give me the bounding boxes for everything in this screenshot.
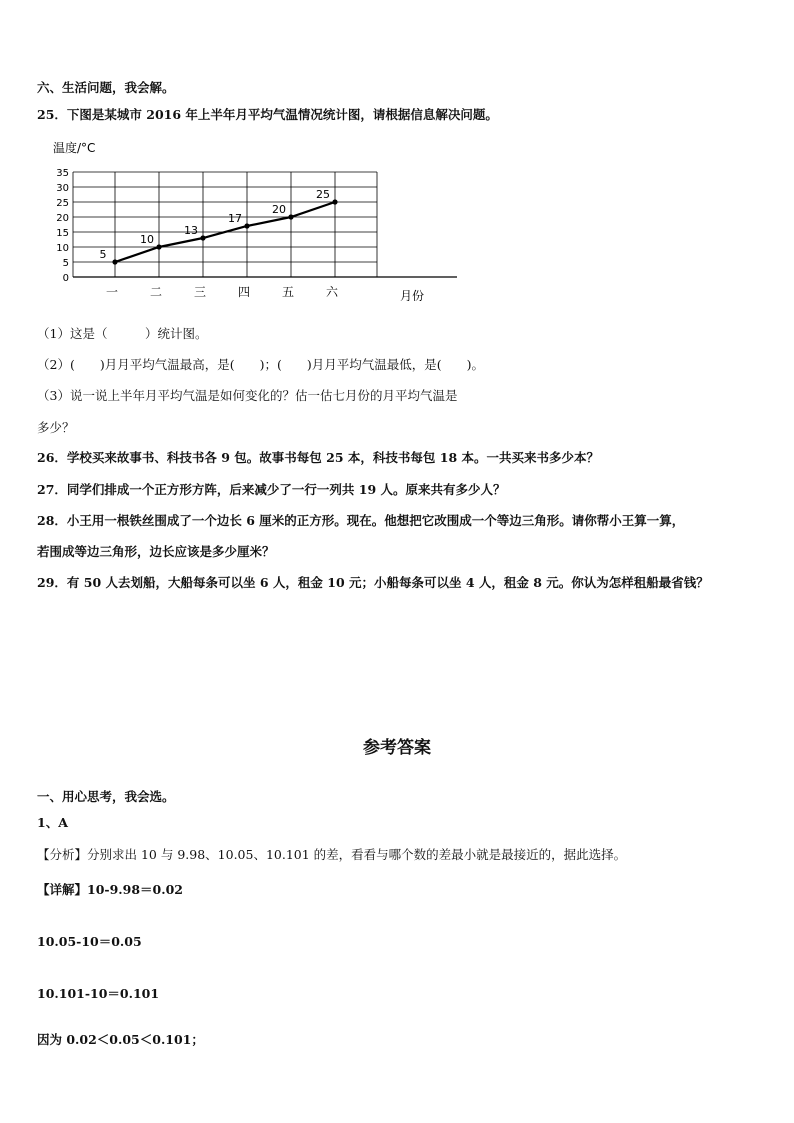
y-tick-label: 10 <box>56 243 69 254</box>
y-tick-label: 5 <box>62 258 69 269</box>
y-tick-label: 30 <box>56 183 69 194</box>
y-axis-label: 温度/°C <box>53 141 96 155</box>
y-tick-label: 35 <box>56 168 69 179</box>
question-29-text: 29．有 50 人去划船，大船每条可以坐 6 人，租金 10 元；小船每条可以坐 4 人，租金 8 元。你认为怎样租船最省钱？ <box>37 575 709 590</box>
data-point <box>112 259 117 264</box>
answers-title: 参考答案 <box>363 738 431 758</box>
x-tick-label: 一 <box>105 285 119 299</box>
question-27-text: 27．同学们排成一个正方形方阵，后来减少了一行一列共 19 人。原来共有多少人？ <box>37 482 506 497</box>
data-label: 13 <box>184 224 198 237</box>
x-tick-label: 三 <box>193 285 207 299</box>
y-axis-ticks <box>56 168 69 284</box>
y-tick-label: 25 <box>56 198 69 209</box>
data-label: 5 <box>99 248 107 261</box>
x-tick-label: 五 <box>281 285 295 299</box>
question-28-text-line2: 若围成等边三角形，边长应该是多少厘米？ <box>37 544 275 559</box>
answer-1: 1、A <box>37 815 68 830</box>
section1-heading: 一、用心思考，我会选。 <box>37 789 175 804</box>
question-25-sub2: （2）( )月月平均气温最高，是( )；( )月月平均气温最低，是( )。 <box>37 357 484 372</box>
answer-1-analysis: 【分析】分别求出 10 与 9.98、10.05、10.101 的差，看看与哪个数的差最小就是最接近的，据此选择。 <box>37 847 627 862</box>
question-25-sub3-line2: 多少？ <box>37 420 75 435</box>
answer-1-detail: 【详解】10-9.98＝0.02 <box>37 882 183 897</box>
x-tick-label: 二 <box>149 285 163 299</box>
y-tick-label: 0 <box>62 273 69 284</box>
question-28-text-line1: 28．小王用一根铁丝围成了一个边长 6 厘米的正方形。现在。他想把它改围成一个等边三角形。请你帮小王算一算， <box>37 513 685 528</box>
temperature-line-chart <box>40 138 460 306</box>
data-label: 17 <box>228 212 242 225</box>
answer-1-compare: 因为 0.02＜0.05＜0.101； <box>37 1032 204 1047</box>
question-26-text: 26．学校买来故事书、科技书各 9 包。故事书每包 25 本，科技书每包 18 本。一共买来书多少本？ <box>37 450 599 465</box>
answer-1-calc-2: 10.05-10＝0.05 <box>37 934 142 949</box>
y-tick-label: 20 <box>56 213 69 224</box>
data-label: 20 <box>272 203 286 216</box>
x-axis-label: 月份 <box>400 289 425 303</box>
data-point <box>200 235 205 240</box>
question-25-sub1: （1）这是（ ）统计图。 <box>37 326 208 341</box>
data-point <box>288 214 293 219</box>
data-point <box>156 244 161 249</box>
y-tick-label: 15 <box>56 228 69 239</box>
data-label: 25 <box>316 188 330 201</box>
chart-grid <box>73 172 457 277</box>
data-point <box>244 223 249 228</box>
x-tick-label: 六 <box>325 285 339 299</box>
answer-1-calc-3: 10.101-10＝0.101 <box>37 986 160 1001</box>
x-axis-ticks <box>106 285 339 299</box>
data-point <box>332 199 337 204</box>
question-25-sub3-line1: （3）说一说上半年月平均气温是如何变化的？估一估七月份的月平均气温是 <box>37 388 458 403</box>
x-tick-label: 四 <box>237 285 251 299</box>
section6-heading: 六、生活问题，我会解。 <box>37 80 175 95</box>
data-label: 10 <box>140 233 154 246</box>
question-25-text: 25．下图是某城市 2016 年上半年月平均气温情况统计图，请根据信息解决问题。 <box>37 107 498 122</box>
